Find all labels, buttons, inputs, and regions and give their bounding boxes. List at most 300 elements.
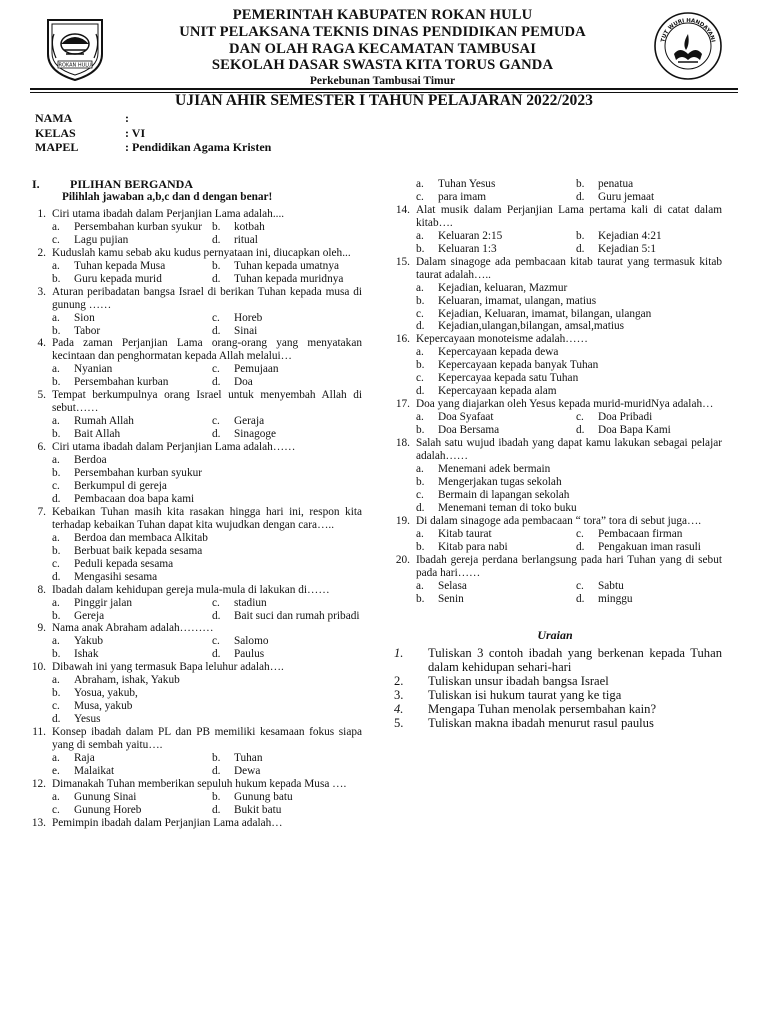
option-text: Geraja bbox=[234, 415, 265, 428]
option-letter: c. bbox=[416, 488, 424, 501]
option-row bbox=[52, 363, 362, 376]
option-letter: a. bbox=[52, 363, 60, 376]
option-row bbox=[52, 312, 362, 325]
logo-left-text: ROKAN HULU bbox=[58, 62, 92, 69]
option-text: Doa Bersama bbox=[438, 424, 500, 437]
option-row bbox=[52, 325, 362, 338]
option-row bbox=[52, 480, 362, 493]
option-text: Kepercayaa kepada satu Tuhan bbox=[438, 372, 579, 385]
question-item bbox=[388, 554, 722, 606]
option-cell bbox=[576, 411, 652, 424]
section-instruction: Pilihlah jawaban a,b,c dan d dengan benar! bbox=[62, 191, 273, 203]
option-letter: b. bbox=[212, 259, 221, 272]
rokan-hulu-logo-icon bbox=[40, 14, 110, 82]
identity-value: : VI bbox=[125, 125, 146, 140]
option-letter: d. bbox=[212, 803, 221, 816]
question-item bbox=[24, 506, 362, 584]
option-row bbox=[416, 359, 722, 372]
letterhead-line: DAN OLAH RAGA KECAMATAN TAMBUSAI bbox=[229, 40, 536, 57]
option-letter: b. bbox=[212, 790, 221, 803]
option-letter: a. bbox=[416, 411, 424, 424]
option-letter: d. bbox=[416, 385, 425, 398]
option-text: Tuhan Yesus bbox=[438, 178, 496, 190]
section-heading bbox=[24, 178, 362, 191]
question-text-row bbox=[388, 256, 722, 282]
option-text: Mengasihi sesama bbox=[74, 570, 158, 583]
option-letter: d. bbox=[52, 713, 61, 726]
question-text-row bbox=[388, 515, 722, 528]
option-text: Keluaran 2:15 bbox=[438, 229, 503, 242]
option-text: Yesus bbox=[74, 713, 101, 726]
option-letter: c. bbox=[52, 700, 60, 713]
option-row bbox=[416, 230, 722, 243]
option-letter: d. bbox=[576, 242, 585, 255]
question-number: 16. bbox=[395, 333, 410, 346]
option-letter: b. bbox=[416, 242, 425, 255]
identity-label: MAPEL bbox=[35, 140, 79, 154]
essay-number: 3. bbox=[394, 688, 404, 703]
essay-text: Tuliskan makna ibadah menurut rasul paulus bbox=[428, 716, 654, 731]
option-row bbox=[52, 532, 362, 545]
option-text: Salomo bbox=[234, 635, 269, 648]
option-cell bbox=[212, 273, 343, 286]
question-text: Nama anak Abraham adalah……… bbox=[52, 622, 214, 635]
option-letter: a. bbox=[416, 527, 424, 540]
option-letter: d. bbox=[212, 233, 221, 246]
option-letter: d. bbox=[576, 592, 585, 605]
question-text-row bbox=[24, 584, 362, 597]
question-text-row bbox=[24, 661, 362, 674]
option-letter: b. bbox=[212, 751, 221, 764]
question-number: 4. bbox=[37, 337, 46, 350]
option-cell bbox=[212, 597, 267, 610]
option-cell bbox=[52, 597, 212, 610]
option-cell bbox=[52, 260, 212, 273]
question-item bbox=[24, 726, 362, 778]
option-text: Peduli kepada sesama bbox=[74, 557, 174, 570]
option-text: Kejadian 4:21 bbox=[598, 229, 662, 242]
question-item bbox=[388, 398, 722, 437]
option-letter: c. bbox=[52, 557, 60, 570]
option-text: Dewa bbox=[234, 764, 261, 777]
option-row bbox=[52, 234, 362, 247]
question-text-row bbox=[388, 204, 722, 230]
option-row bbox=[52, 467, 362, 480]
essay-item bbox=[388, 688, 722, 702]
question-number: 20. bbox=[395, 553, 410, 566]
option-text: Guru kepada murid bbox=[74, 272, 162, 285]
option-row bbox=[416, 528, 722, 541]
answer-options bbox=[52, 532, 362, 584]
option-cell bbox=[416, 411, 576, 424]
option-cell bbox=[576, 580, 624, 593]
option-row bbox=[52, 260, 362, 273]
question-text: Kuduslah kamu sebab aku kudus pernyataan ini, diucapkan oleh... bbox=[52, 246, 351, 259]
essay-number: 4. bbox=[394, 702, 404, 717]
question-text: Salah satu wujud ibadah yang dapat kamu lakukan sebagai pelajar adalah…… bbox=[416, 437, 722, 463]
question-text-row bbox=[24, 817, 362, 830]
option-row bbox=[52, 493, 362, 506]
option-row bbox=[52, 687, 362, 700]
question-text-row bbox=[24, 726, 362, 752]
question-text-row bbox=[388, 437, 722, 463]
option-letter: a. bbox=[416, 229, 424, 242]
option-text: Kejadian,ulangan,bilangan, amsal,matius bbox=[438, 320, 625, 333]
essay-item bbox=[388, 646, 722, 674]
option-cell bbox=[576, 178, 633, 191]
option-cell bbox=[52, 221, 212, 234]
option-letter: d. bbox=[212, 764, 221, 777]
option-text: Berdoa dan membaca Alkitab bbox=[74, 531, 208, 544]
option-text: Bait suci dan rumah pribadi bbox=[234, 609, 360, 622]
question-text-row bbox=[24, 778, 362, 791]
option-letter: a. bbox=[52, 311, 60, 324]
answer-options bbox=[52, 752, 362, 778]
option-row bbox=[52, 648, 362, 661]
option-cell bbox=[52, 648, 212, 661]
option-text: stadiun bbox=[234, 596, 267, 609]
answer-options bbox=[416, 346, 722, 398]
option-cell bbox=[576, 593, 633, 606]
option-cell bbox=[52, 765, 212, 778]
essay-text: Tuliskan unsur ibadah bangsa Israel bbox=[428, 674, 609, 689]
question-item bbox=[24, 778, 362, 817]
option-text: Pembacaan firman bbox=[598, 527, 683, 540]
question-item bbox=[24, 247, 362, 286]
option-cell bbox=[416, 593, 576, 606]
option-letter: c. bbox=[212, 311, 220, 324]
option-text: Gunung batu bbox=[234, 790, 293, 803]
answer-options bbox=[416, 230, 722, 256]
option-row bbox=[416, 295, 722, 308]
option-letter: d. bbox=[576, 424, 585, 437]
option-text: Keluaran 1:3 bbox=[438, 242, 497, 255]
question-number: 3. bbox=[37, 285, 46, 298]
option-text: Gunung Horeb bbox=[74, 803, 142, 816]
identity-row bbox=[35, 126, 271, 141]
option-text: Bait Allah bbox=[74, 428, 121, 441]
option-letter: a. bbox=[52, 259, 60, 272]
option-letter: b. bbox=[576, 178, 585, 190]
option-row bbox=[52, 700, 362, 713]
option-row bbox=[416, 541, 722, 554]
option-letter: c. bbox=[416, 372, 424, 385]
question-text: Kebaikan Tuhan masih kita rasakan hingga hari ini, respon kita terhadap kebaikan Tuhan dapat kita wujudkan dengan cara….. bbox=[52, 505, 362, 531]
option-text: Gunung Sinai bbox=[74, 790, 137, 803]
option-letter: d. bbox=[52, 492, 61, 505]
option-cell bbox=[212, 325, 257, 338]
option-letter: c. bbox=[52, 803, 60, 816]
option-row bbox=[52, 376, 362, 389]
option-letter: a. bbox=[416, 281, 424, 294]
option-letter: c. bbox=[212, 363, 220, 376]
question-number: 9. bbox=[37, 622, 46, 635]
identity-value: : bbox=[125, 111, 129, 125]
option-letter: c. bbox=[416, 307, 424, 320]
option-cell bbox=[576, 541, 701, 554]
option-row bbox=[52, 558, 362, 571]
question-text: Alat musik dalam Perjanjian Lama pertama kali di catat dalam kitab…. bbox=[416, 203, 722, 229]
option-row bbox=[52, 597, 362, 610]
question-item bbox=[24, 389, 362, 441]
answer-options bbox=[52, 597, 362, 623]
option-cell bbox=[212, 260, 339, 273]
question-text-row bbox=[24, 286, 362, 312]
identity-value: : Pendidikan Agama Kristen bbox=[125, 140, 272, 154]
essay-item bbox=[388, 702, 722, 716]
option-cell bbox=[212, 648, 264, 661]
option-cell bbox=[416, 191, 576, 204]
question-text: Ibadah dalam kehidupan gereja mula-mula di lakukan di…… bbox=[52, 583, 330, 596]
question-number: 6. bbox=[37, 441, 46, 454]
option-letter: c. bbox=[576, 527, 584, 540]
identity-row bbox=[35, 140, 271, 155]
answer-options bbox=[52, 221, 362, 247]
option-text: minggu bbox=[598, 592, 633, 605]
question-item bbox=[388, 256, 722, 334]
option-cell bbox=[576, 528, 682, 541]
question-number: 7. bbox=[37, 505, 46, 518]
option-cell bbox=[52, 312, 212, 325]
question-item bbox=[24, 661, 362, 726]
section-number: I. bbox=[32, 177, 40, 191]
question-number: 19. bbox=[395, 514, 410, 527]
option-row bbox=[416, 282, 722, 295]
question-item bbox=[388, 178, 722, 204]
option-row bbox=[52, 635, 362, 648]
question-item bbox=[24, 208, 362, 247]
essay-item bbox=[388, 674, 722, 688]
option-text: Kejadian, Keluaran, imamat, bilangan, ulangan bbox=[438, 307, 652, 320]
option-letter: d. bbox=[212, 324, 221, 337]
option-text: Keluaran, imamat, ulangan, matius bbox=[438, 294, 597, 307]
answer-options bbox=[416, 178, 722, 204]
option-letter: a. bbox=[416, 462, 424, 475]
question-text-row bbox=[24, 622, 362, 635]
option-cell bbox=[416, 541, 576, 554]
question-number: 5. bbox=[37, 389, 46, 402]
option-text: Persembahan kurban syukur bbox=[74, 220, 203, 233]
option-text: Guru jemaat bbox=[598, 190, 655, 203]
question-text: Tempat berkumpulnya orang Israel untuk menyembah Allah di sebut…… bbox=[52, 389, 362, 415]
option-letter: d. bbox=[212, 609, 221, 622]
option-letter: b. bbox=[52, 648, 61, 661]
answer-options bbox=[416, 411, 722, 437]
option-text: Lagu pujian bbox=[74, 233, 129, 246]
option-text: Sabtu bbox=[598, 579, 624, 592]
question-text-row bbox=[24, 208, 362, 221]
option-text: kotbah bbox=[234, 220, 265, 233]
option-row bbox=[416, 372, 722, 385]
option-row bbox=[416, 346, 722, 359]
option-letter: b. bbox=[576, 229, 585, 242]
question-number: 10. bbox=[31, 661, 46, 674]
option-text: Raja bbox=[74, 751, 95, 764]
option-letter: a. bbox=[52, 596, 60, 609]
option-cell bbox=[416, 178, 576, 191]
question-list bbox=[24, 208, 362, 830]
option-cell bbox=[212, 415, 264, 428]
option-text: Paulus bbox=[234, 648, 265, 661]
question-number: 11. bbox=[32, 726, 46, 739]
question-item bbox=[388, 333, 722, 398]
option-cell bbox=[416, 243, 576, 256]
option-text: Yosua, yakub, bbox=[74, 687, 138, 700]
option-row bbox=[52, 415, 362, 428]
question-text: Dibawah ini yang termasuk Bapa leluhur adalah…. bbox=[52, 661, 284, 674]
question-text-row bbox=[24, 506, 362, 532]
answer-options bbox=[416, 463, 722, 515]
option-row bbox=[416, 320, 722, 333]
question-item bbox=[24, 817, 362, 830]
answer-options bbox=[52, 791, 362, 817]
logo-right-text: TUT WURI HANDAYANI bbox=[660, 17, 716, 43]
question-number: 12. bbox=[31, 777, 46, 790]
option-cell bbox=[212, 804, 281, 817]
option-text: Rumah Allah bbox=[74, 415, 134, 428]
option-cell bbox=[52, 791, 212, 804]
option-cell bbox=[52, 428, 212, 441]
tut-wuri-handayani-logo-icon bbox=[652, 10, 724, 82]
option-letter: b. bbox=[52, 324, 61, 337]
option-row bbox=[52, 610, 362, 623]
option-letter: b. bbox=[212, 220, 221, 233]
question-number: 17. bbox=[395, 398, 410, 411]
identity-row bbox=[35, 111, 271, 126]
answer-options bbox=[52, 312, 362, 338]
essay-number: 1. bbox=[394, 646, 404, 661]
essay-number: 5. bbox=[394, 716, 404, 731]
option-letter: a. bbox=[416, 346, 424, 359]
option-text: Gereja bbox=[74, 609, 105, 622]
option-text: para imam bbox=[438, 190, 486, 203]
letterhead bbox=[110, 7, 655, 89]
option-cell bbox=[52, 273, 212, 286]
option-text: Persembahan kurban bbox=[74, 376, 169, 389]
option-text: Kepercayaan kepada banyak Tuhan bbox=[438, 359, 599, 372]
option-letter: c. bbox=[212, 635, 220, 648]
header-rule-thick bbox=[30, 88, 738, 90]
option-letter: a. bbox=[52, 751, 60, 764]
option-letter: c. bbox=[416, 190, 424, 203]
question-number: 1. bbox=[37, 207, 46, 220]
answer-options bbox=[52, 363, 362, 389]
option-letter: b. bbox=[52, 428, 61, 441]
question-text: Ciri utama ibadah dalam Perjanjian Lama adalah.... bbox=[52, 207, 285, 220]
option-text: Abraham, ishak, Yakub bbox=[74, 674, 180, 687]
option-letter: d. bbox=[576, 190, 585, 203]
option-text: ritual bbox=[234, 233, 258, 246]
answer-options bbox=[52, 260, 362, 286]
option-text: Sinai bbox=[234, 324, 258, 337]
option-cell bbox=[52, 363, 212, 376]
option-letter: a. bbox=[52, 415, 60, 428]
option-letter: b. bbox=[416, 540, 425, 553]
option-row bbox=[52, 571, 362, 584]
letterhead-line: PEMERINTAH KABUPATEN ROKAN HULU bbox=[232, 7, 533, 23]
option-letter: b. bbox=[416, 359, 425, 372]
option-cell bbox=[212, 312, 262, 325]
left-column bbox=[24, 178, 362, 830]
option-cell bbox=[416, 580, 576, 593]
option-text: Menemani adek bermain bbox=[438, 462, 551, 475]
option-cell bbox=[212, 376, 253, 389]
option-letter: d. bbox=[212, 428, 221, 441]
question-text: Pemimpin ibadah dalam Perjanjian Lama adalah… bbox=[52, 816, 283, 829]
option-letter: a. bbox=[52, 531, 60, 544]
question-text-row bbox=[388, 333, 722, 346]
question-text-row bbox=[388, 554, 722, 580]
option-text: Kitab para nabi bbox=[438, 540, 508, 553]
question-text: Dalam sinagoge ada pembacaan kitab taurat yang termasuk kitab taurat adalah….. bbox=[416, 255, 722, 281]
option-row bbox=[416, 502, 722, 515]
essay-number: 2. bbox=[394, 674, 404, 689]
letterhead-address: Perkebunan Tambusai Timur bbox=[309, 75, 456, 88]
question-text-row bbox=[24, 389, 362, 415]
option-row bbox=[416, 463, 722, 476]
answer-options bbox=[416, 580, 722, 606]
option-row bbox=[52, 791, 362, 804]
option-text: Pinggir jalan bbox=[74, 596, 133, 609]
option-cell bbox=[212, 610, 360, 623]
question-text: Di dalam sinagoge ada pembacaan “ tora” tora di sebut juga…. bbox=[416, 514, 702, 527]
option-text: Kejadian 5:1 bbox=[598, 242, 657, 255]
option-text: Doa Syafaat bbox=[438, 411, 494, 424]
option-letter: d. bbox=[52, 570, 61, 583]
question-item bbox=[388, 437, 722, 515]
option-text: Doa Pribadi bbox=[598, 411, 653, 424]
option-cell bbox=[576, 424, 671, 437]
question-item bbox=[24, 622, 362, 661]
option-text: Berkumpul di gereja bbox=[74, 479, 167, 492]
option-text: Kitab taurat bbox=[438, 527, 492, 540]
option-cell bbox=[576, 243, 656, 256]
option-text: Tuhan kepada muridnya bbox=[234, 272, 344, 285]
letterhead-line: SEKOLAH DASAR SWASTA KITA TORUS GANDA bbox=[211, 57, 554, 74]
option-row bbox=[416, 580, 722, 593]
question-text: Kepercayaan monoteisme adalah…… bbox=[416, 333, 588, 346]
question-list bbox=[388, 178, 722, 605]
option-text: Yakub bbox=[74, 635, 103, 648]
option-text: Senin bbox=[438, 592, 464, 605]
option-letter: c. bbox=[212, 415, 220, 428]
question-text: Ibadah gereja perdana berlangsung pada hari Tuhan yang di sebut pada hari…… bbox=[416, 553, 722, 579]
option-text: Menemani teman di toko buku bbox=[438, 501, 577, 514]
option-text: Kepercayaan kepada dewa bbox=[438, 346, 559, 359]
option-letter: d. bbox=[576, 540, 585, 553]
answer-options bbox=[416, 528, 722, 554]
option-cell bbox=[212, 791, 293, 804]
option-letter: b. bbox=[52, 467, 61, 480]
option-cell bbox=[52, 376, 212, 389]
answer-options bbox=[416, 282, 722, 334]
option-letter: a. bbox=[52, 674, 60, 687]
option-row bbox=[52, 545, 362, 558]
question-text-row bbox=[24, 247, 362, 260]
option-text: Pengakuan iman rasuli bbox=[598, 540, 701, 553]
option-text: Doa Bapa Kami bbox=[598, 424, 671, 437]
option-letter: e. bbox=[52, 764, 60, 777]
option-cell bbox=[212, 752, 262, 765]
option-letter: a. bbox=[416, 579, 424, 592]
essay-list bbox=[388, 646, 722, 730]
option-cell bbox=[212, 234, 258, 247]
option-letter: b. bbox=[416, 294, 425, 307]
option-row bbox=[416, 424, 722, 437]
option-row bbox=[52, 674, 362, 687]
option-letter: b. bbox=[52, 544, 61, 557]
option-cell bbox=[576, 191, 654, 204]
